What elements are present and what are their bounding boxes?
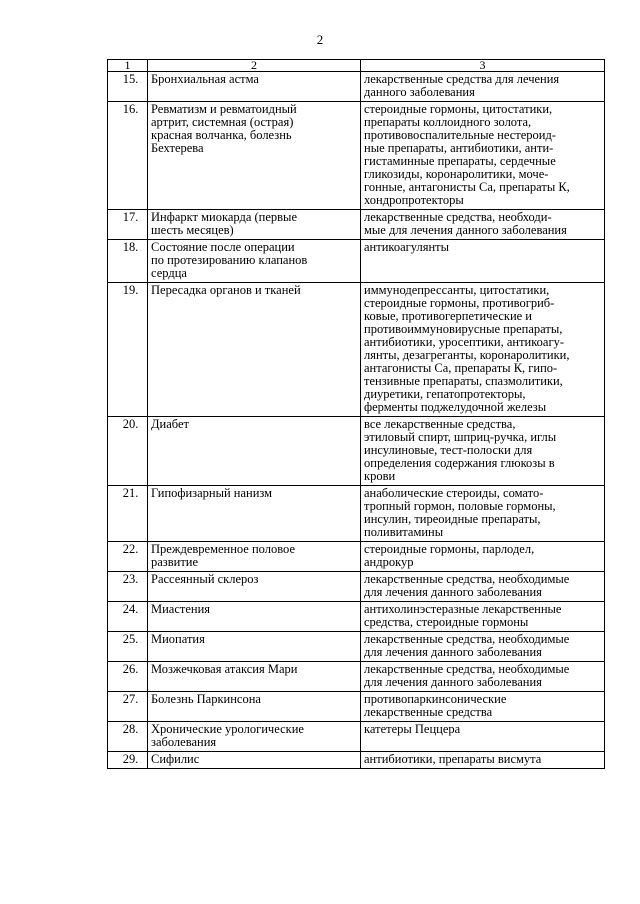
medication-list: противопаркинсонические лекарственные средства — [361, 692, 605, 722]
page-number: 2 — [316, 32, 324, 47]
table-row — [108, 417, 605, 486]
medication-list: все лекарственные средства, этиловый спирт, шприц-ручка, иглы инсулиновые, тест-полоски для определения содержания глюкозы в крови — [361, 417, 605, 486]
table-row — [108, 72, 605, 102]
medication-list: антикоагулянты — [361, 240, 605, 283]
row-number — [108, 240, 148, 283]
table-row — [108, 692, 605, 722]
table-row — [108, 752, 605, 769]
medication-list: лекарственные средства, необходимые для лечения данного заболевания — [361, 572, 605, 602]
disease-name: Хронические урологические заболевания — [148, 722, 361, 752]
disease-name: Ревматизм и ревматоидный артрит, системная (острая) красная волчанка, болезнь Бехтерева — [148, 102, 361, 210]
medication-list: иммунодепрессанты, цитостатики, стероидные гормоны, противогриб- ковые, противогерпетические и противоиммуновирусные препараты, антибиотики, уросептики, антикоагу- лянты, дезагреганты, коронаролитики, антагонисты Са, препараты К, гипо- тензивные препараты, спазмолитики, диуретики, гепатопротекторы, ферменты поджелудочной железы — [361, 283, 605, 417]
table-row — [108, 542, 605, 572]
table-row — [108, 240, 605, 283]
row-number-text: 27. — [122, 692, 139, 706]
medication-list: антихолинэстеразные лекарственные средства, стероидные гормоны — [361, 602, 605, 632]
disease-name: Бронхиальная астма — [148, 72, 361, 102]
disease-name: Диабет — [148, 417, 361, 486]
disease-name: Пересадка органов и тканей — [148, 283, 361, 417]
medication-list: анаболические стероиды, сомато- тропный гормон, половые гормоны, инсулин, тиреоидные препараты, поливитамины — [361, 486, 605, 542]
row-number — [108, 632, 148, 662]
row-number-text: 26. — [122, 662, 139, 676]
row-number-text: 29. — [122, 752, 139, 766]
table-row — [108, 210, 605, 240]
row-number-text: 16. — [122, 102, 139, 116]
disease-name: Инфаркт миокарда (первые шесть месяцев) — [148, 210, 361, 240]
row-number — [108, 692, 148, 722]
table-row — [108, 283, 605, 417]
row-number-text: 17. — [122, 210, 139, 224]
row-number-text: 23. — [122, 572, 139, 586]
table-row — [108, 722, 605, 752]
row-number-text: 18. — [122, 240, 139, 254]
row-number — [108, 752, 148, 769]
row-number — [108, 283, 148, 417]
header-col-1: 1 — [108, 60, 148, 72]
table-row — [108, 632, 605, 662]
row-number — [108, 102, 148, 210]
disease-name: Гипофизарный нанизм — [148, 486, 361, 542]
row-number-text: 22. — [122, 542, 139, 556]
medication-list: антибиотики, препараты висмута — [361, 752, 605, 769]
disease-name: Миастения — [148, 602, 361, 632]
medication-list: лекарственные средства, необходимые для лечения данного заболевания — [361, 632, 605, 662]
row-number — [108, 722, 148, 752]
table-header-row — [108, 60, 605, 72]
row-number — [108, 72, 148, 102]
table-row — [108, 486, 605, 542]
row-number-text: 20. — [122, 417, 139, 431]
header-col-3: 3 — [361, 60, 605, 72]
row-number-text: 19. — [122, 283, 139, 297]
medication-list: лекарственные средства, необходимые для лечения данного заболевания — [361, 662, 605, 692]
row-number — [108, 417, 148, 486]
table-row — [108, 102, 605, 210]
row-number — [108, 486, 148, 542]
row-number-text: 21. — [122, 486, 139, 500]
disease-name: Миопатия — [148, 632, 361, 662]
row-number — [108, 572, 148, 602]
medication-list: стероидные гормоны, цитостатики, препараты коллоидного золота, противовоспалительные нестероид- ные препараты, антибиотики, анти- гистаминные препараты, сердечные гликозиды, коронаролитики, моче- гонные, антагонисты Са, препараты К, хондропротекторы — [361, 102, 605, 210]
disease-name: Мозжечковая атаксия Мари — [148, 662, 361, 692]
disease-name: Рассеянный склероз — [148, 572, 361, 602]
disease-name: Болезнь Паркинсона — [148, 692, 361, 722]
row-number — [108, 210, 148, 240]
row-number-text: 24. — [122, 602, 139, 616]
medication-table — [107, 59, 605, 769]
row-number-text: 28. — [122, 722, 139, 736]
row-number — [108, 542, 148, 572]
medication-list: катетеры Пеццера — [361, 722, 605, 752]
row-number-text: 15. — [122, 72, 139, 86]
medication-list: лекарственные средства, необходи- мые для лечения данного заболевания — [361, 210, 605, 240]
table-row — [108, 572, 605, 602]
row-number — [108, 662, 148, 692]
disease-name: Преждевременное половое развитие — [148, 542, 361, 572]
table-row — [108, 662, 605, 692]
table-row — [108, 602, 605, 632]
row-number-text: 25. — [122, 632, 139, 646]
header-col-2: 2 — [148, 60, 361, 72]
disease-name: Состояние после операции по протезированию клапанов сердца — [148, 240, 361, 283]
row-number — [108, 602, 148, 632]
medication-list: стероидные гормоны, парлодел, андрокур — [361, 542, 605, 572]
medication-list: лекарственные средства для лечения данного заболевания — [361, 72, 605, 102]
disease-name: Сифилис — [148, 752, 361, 769]
